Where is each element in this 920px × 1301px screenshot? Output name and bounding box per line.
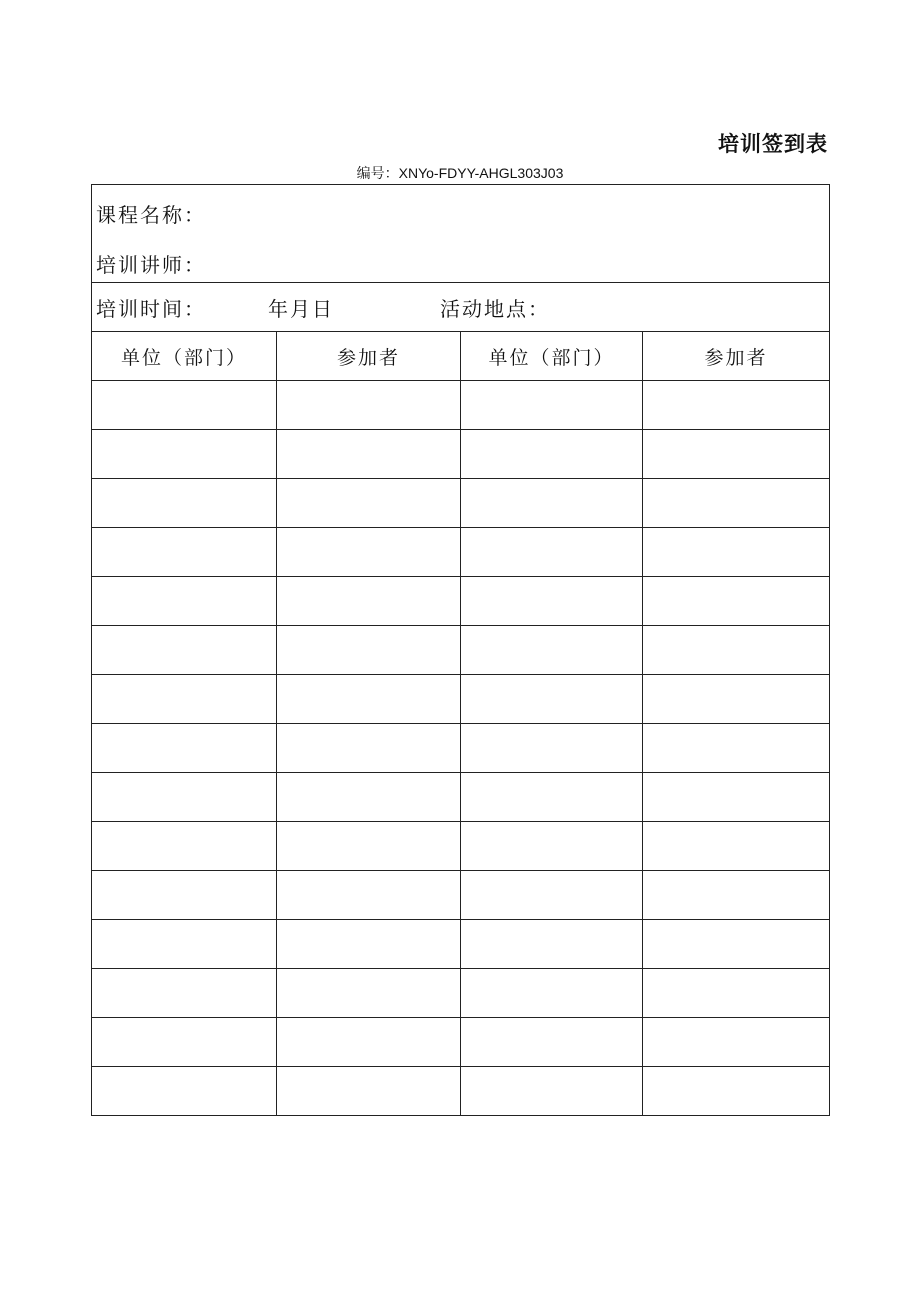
department-cell[interactable] [461,479,643,528]
department-cell[interactable] [461,430,643,479]
participant-cell[interactable] [643,1067,830,1116]
participant-cell[interactable] [643,1018,830,1067]
participant-cell[interactable] [643,871,830,920]
sign-row [92,1067,830,1116]
participant-cell[interactable] [277,920,461,969]
participant-cell[interactable] [277,528,461,577]
sign-row [92,773,830,822]
participant-cell[interactable] [643,479,830,528]
header-department-2: 单位（部门） [461,332,643,381]
participant-cell[interactable] [277,430,461,479]
header-participant-2: 参加者 [643,332,830,381]
participant-cell[interactable] [643,626,830,675]
participant-cell[interactable] [643,773,830,822]
sign-row [92,577,830,626]
department-cell[interactable] [461,528,643,577]
department-cell[interactable] [461,871,643,920]
document-code: 编号：XNYo-FDYY-AHGL303J03 [356,165,564,181]
sign-row [92,969,830,1018]
participant-cell[interactable] [643,969,830,1018]
participant-cell[interactable] [643,577,830,626]
participant-cell[interactable] [643,920,830,969]
participant-cell[interactable] [277,871,461,920]
location-label: 活动地点： [440,296,550,321]
department-cell[interactable] [92,1018,277,1067]
department-cell[interactable] [92,773,277,822]
training-time-label: 培训时间： [96,296,206,321]
participant-cell[interactable] [277,577,461,626]
sign-row [92,381,830,430]
document-title: 培训签到表 [718,131,828,156]
department-cell[interactable] [92,577,277,626]
participant-cell[interactable] [643,822,830,871]
sign-row [92,626,830,675]
trainer-label: 培训讲师： [96,252,206,277]
participant-cell[interactable] [277,822,461,871]
department-cell[interactable] [92,969,277,1018]
participant-cell[interactable] [643,430,830,479]
department-cell[interactable] [92,822,277,871]
header-department-1: 单位（部门） [92,332,277,381]
department-cell[interactable] [92,528,277,577]
sign-row [92,724,830,773]
department-cell[interactable] [461,1067,643,1116]
sign-in-table [91,184,830,1116]
sign-row [92,871,830,920]
sign-row [92,1018,830,1067]
participant-cell[interactable] [277,773,461,822]
department-cell[interactable] [461,626,643,675]
department-cell[interactable] [461,1018,643,1067]
participant-cell[interactable] [277,1018,461,1067]
participant-cell[interactable] [277,479,461,528]
department-cell[interactable] [461,773,643,822]
course-name-label: 课程名称： [96,202,206,227]
department-cell[interactable] [92,871,277,920]
sign-row [92,920,830,969]
department-cell[interactable] [461,381,643,430]
course-info-cell[interactable] [92,185,830,283]
participant-cell[interactable] [277,675,461,724]
department-cell[interactable] [92,479,277,528]
time-location-row [92,283,830,332]
participant-cell[interactable] [643,528,830,577]
participant-cell[interactable] [643,724,830,773]
department-cell[interactable] [92,381,277,430]
department-cell[interactable] [461,822,643,871]
date-label: 年月日 [268,296,334,321]
course-info-row [92,185,830,283]
department-cell[interactable] [92,724,277,773]
department-cell[interactable] [461,920,643,969]
participant-cell[interactable] [643,675,830,724]
header-participant-1: 参加者 [277,332,461,381]
sign-row [92,822,830,871]
department-cell[interactable] [92,430,277,479]
column-header-row [92,332,830,381]
department-cell[interactable] [461,724,643,773]
participant-cell[interactable] [277,381,461,430]
department-cell[interactable] [92,920,277,969]
participant-cell[interactable] [643,381,830,430]
sign-row [92,675,830,724]
sign-row [92,479,830,528]
department-cell[interactable] [461,969,643,1018]
participant-cell[interactable] [277,724,461,773]
participant-cell[interactable] [277,969,461,1018]
time-location-cell[interactable] [92,283,830,332]
department-cell[interactable] [92,626,277,675]
department-cell[interactable] [461,577,643,626]
department-cell[interactable] [92,1067,277,1116]
participant-cell[interactable] [277,626,461,675]
sign-row [92,528,830,577]
department-cell[interactable] [461,675,643,724]
sign-row [92,430,830,479]
department-cell[interactable] [92,675,277,724]
participant-cell[interactable] [277,1067,461,1116]
